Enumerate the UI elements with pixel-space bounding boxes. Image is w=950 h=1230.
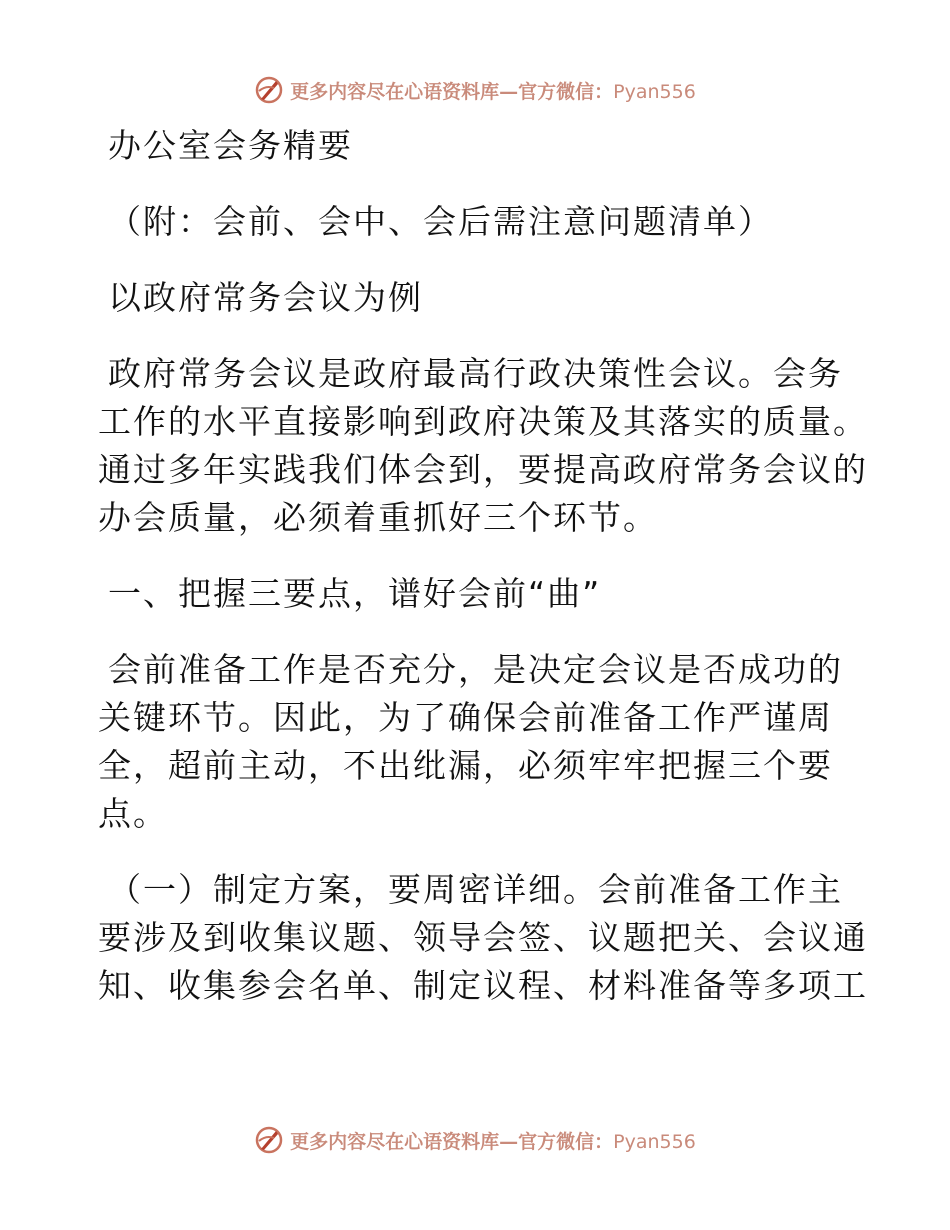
watermark-text: 更多内容尽在心语资料库—官方微信：Pyan556: [290, 1130, 696, 1153]
watermark-text: 更多内容尽在心语资料库—官方微信：Pyan556: [290, 80, 696, 103]
section-heading-1: 一、把握三要点，谱好会前“曲”: [108, 574, 602, 613]
paragraph-line: 关键环节。因此，为了确保会前准备工作严谨周: [98, 698, 833, 737]
watermark-id: Pyan556: [613, 80, 696, 103]
document-example: 以政府常务会议为例: [108, 278, 423, 317]
paragraph-1: [98, 350, 868, 542]
document-body: [98, 122, 868, 1010]
paragraph-3: [98, 866, 868, 1010]
paragraph-line: 通过多年实践我们体会到，要提高政府常务会议的: [98, 450, 868, 489]
paragraph-line: 政府常务会议是政府最高行政决策性会议。会务: [108, 354, 843, 393]
paragraph-line: 工作的水平直接影响到政府决策及其落实的质量。: [98, 402, 868, 441]
quill-logo-icon: [254, 1125, 284, 1155]
quill-logo-icon: [254, 75, 284, 105]
document-subtitle: （附：会前、会中、会后需注意问题清单）: [108, 202, 773, 241]
paragraph-line: 知、收集参会名单、制定议程、材料准备等多项工: [98, 966, 868, 1005]
paragraph-line: 全，超前主动，不出纰漏，必须牢牢把握三个要: [98, 746, 833, 785]
footer-watermark: [0, 1120, 950, 1160]
document-title: 办公室会务精要: [108, 126, 353, 165]
paragraph-line: 点。: [98, 794, 168, 833]
paragraph-line: （一）制定方案，要周密详细。会前准备工作主: [108, 870, 843, 909]
paragraph-2: [98, 646, 858, 838]
header-watermark: [0, 70, 950, 110]
watermark-id: Pyan556: [613, 1130, 696, 1153]
paragraph-line: 要涉及到收集议题、领导会签、议题把关、会议通: [98, 918, 868, 957]
paragraph-line: 办会质量，必须着重抓好三个环节。: [98, 498, 658, 537]
paragraph-line: 会前准备工作是否充分，是决定会议是否成功的: [108, 650, 843, 689]
